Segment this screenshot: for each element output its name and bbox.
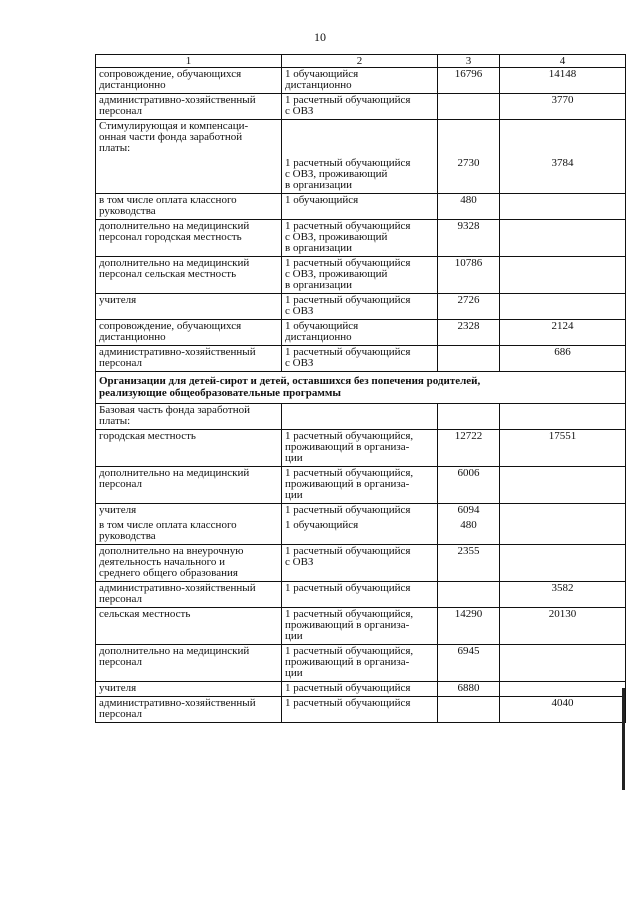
value-col4-cell bbox=[500, 467, 626, 504]
table-row bbox=[96, 545, 626, 582]
value-col3-cell bbox=[438, 320, 500, 346]
cost-item-cell bbox=[96, 645, 282, 682]
unit-cell bbox=[282, 697, 438, 723]
value-col3-text: 14290 bbox=[454, 608, 483, 620]
value-col4-text: 20130 bbox=[548, 608, 577, 620]
cost-item-text: учителя bbox=[99, 504, 137, 516]
cost-item-text: административно-хозяйственный персонал bbox=[99, 582, 256, 605]
table-row bbox=[96, 645, 626, 682]
value-col4-cell bbox=[500, 582, 626, 608]
table-row bbox=[96, 257, 626, 294]
cost-item-text: дополнительно на медицинский персонал городская местность bbox=[99, 220, 250, 243]
margin-mark bbox=[622, 688, 625, 790]
cost-item-text: административно-хозяйственный персонал bbox=[99, 697, 256, 720]
section-heading-row bbox=[96, 372, 626, 404]
page-number: 10 bbox=[314, 30, 326, 44]
value-col4-cell bbox=[500, 194, 626, 220]
value-col3-cell bbox=[438, 157, 500, 194]
value-col4-cell bbox=[500, 320, 626, 346]
cost-item-text: в том числе оплата классного руководства bbox=[99, 194, 237, 217]
cost-item-text: дополнительно на медицинский персонал bbox=[99, 467, 250, 490]
unit-cell bbox=[282, 257, 438, 294]
value-col3-text: 2355 bbox=[457, 545, 480, 557]
unit-text: 1 обучающийся bbox=[285, 194, 359, 206]
header-cell-3: 3 bbox=[438, 55, 500, 68]
cost-item-cell bbox=[96, 430, 282, 467]
unit-cell bbox=[282, 582, 438, 608]
cost-item-text: сопровождение, обучающихся дистанционно bbox=[99, 320, 242, 343]
unit-cell bbox=[282, 120, 438, 157]
cost-item-text: учителя bbox=[99, 682, 137, 694]
unit-text: 1 обучающийся bbox=[285, 519, 359, 531]
value-col3-cell bbox=[438, 94, 500, 120]
value-col4-cell bbox=[500, 697, 626, 723]
cost-item-cell bbox=[96, 120, 282, 157]
unit-text: 1 расчетный обучающийся с ОВЗ, проживающий в организации bbox=[285, 220, 411, 254]
unit-text: 1 расчетный обучающийся, проживающий в организа- ции bbox=[285, 645, 414, 679]
unit-text: 1 расчетный обучающийся с ОВЗ bbox=[285, 94, 411, 117]
value-col4-cell bbox=[500, 545, 626, 582]
value-col3-text: 480 bbox=[460, 519, 477, 531]
value-col3-cell bbox=[438, 682, 500, 697]
section-heading-text: Организации для детей-сирот и детей, оставшихся без попечения родителей, реализующие общеобразовательные программы bbox=[99, 375, 481, 399]
unit-cell bbox=[282, 294, 438, 320]
unit-text: 1 расчетный обучающийся с ОВЗ, проживающий в организации bbox=[285, 257, 411, 291]
unit-cell bbox=[282, 504, 438, 519]
cost-item-cell bbox=[96, 320, 282, 346]
value-col3-cell bbox=[438, 404, 500, 430]
unit-text: 1 расчетный обучающийся bbox=[285, 682, 411, 694]
value-col4-cell bbox=[500, 68, 626, 94]
value-col4-text: 3770 bbox=[551, 94, 574, 106]
cost-item-text: административно-хозяйственный персонал bbox=[99, 346, 256, 369]
unit-text: 1 расчетный обучающийся с ОВЗ, проживающий в организации bbox=[285, 157, 411, 191]
value-col4-cell bbox=[500, 404, 626, 430]
value-col3-text: 480 bbox=[460, 194, 477, 206]
value-col3-text: 10786 bbox=[454, 257, 483, 269]
unit-cell bbox=[282, 320, 438, 346]
cost-item-cell bbox=[96, 504, 282, 519]
value-col4-cell bbox=[500, 504, 626, 519]
value-col4-cell bbox=[500, 257, 626, 294]
cost-item-text: в том числе оплата классного руководства bbox=[99, 519, 237, 542]
unit-cell bbox=[282, 94, 438, 120]
cost-item-text: городская местность bbox=[99, 430, 196, 442]
value-col4-cell bbox=[500, 519, 626, 545]
value-col3-text: 12722 bbox=[454, 430, 483, 442]
cost-item-cell bbox=[96, 697, 282, 723]
value-col4-cell bbox=[500, 294, 626, 320]
header-cell-4: 4 bbox=[500, 55, 626, 68]
value-col3-text: 9328 bbox=[457, 220, 480, 232]
cost-item-cell bbox=[96, 467, 282, 504]
value-col3-text: 6880 bbox=[457, 682, 480, 694]
value-col3-cell bbox=[438, 346, 500, 372]
table-row bbox=[96, 430, 626, 467]
value-col4-text: 3582 bbox=[551, 582, 574, 594]
section-heading bbox=[96, 372, 626, 404]
cost-item-cell bbox=[96, 257, 282, 294]
value-col4-text: 14148 bbox=[548, 68, 577, 80]
table-row bbox=[96, 68, 626, 94]
value-col4-cell bbox=[500, 157, 626, 194]
unit-text: 1 расчетный обучающийся с ОВЗ bbox=[285, 294, 411, 317]
unit-cell bbox=[282, 430, 438, 467]
unit-cell bbox=[282, 519, 438, 545]
value-col3-cell bbox=[438, 194, 500, 220]
value-col4-text: 686 bbox=[554, 346, 571, 358]
cost-item-cell bbox=[96, 157, 282, 194]
value-col3-text: 6094 bbox=[457, 504, 480, 516]
cost-item-cell bbox=[96, 682, 282, 697]
cost-item-text: Базовая часть фонда заработной платы: bbox=[99, 404, 250, 427]
unit-text: 1 расчетный обучающийся bbox=[285, 697, 411, 709]
unit-cell bbox=[282, 346, 438, 372]
value-col3-cell bbox=[438, 220, 500, 257]
cost-item-text: дополнительно на внеурочную деятельность начального и среднего общего образования bbox=[99, 545, 244, 579]
table-row bbox=[96, 294, 626, 320]
table-row bbox=[96, 120, 626, 157]
table-body bbox=[96, 55, 626, 723]
header-cell-1: 1 bbox=[96, 55, 282, 68]
unit-text: 1 расчетный обучающийся bbox=[285, 504, 411, 516]
value-col3-text: 2726 bbox=[457, 294, 480, 306]
unit-text: 1 расчетный обучающийся, проживающий в организа- ции bbox=[285, 430, 414, 464]
cost-item-cell bbox=[96, 68, 282, 94]
unit-text: 1 расчетный обучающийся с ОВЗ bbox=[285, 346, 411, 369]
table-row bbox=[96, 582, 626, 608]
unit-cell bbox=[282, 608, 438, 645]
table-row bbox=[96, 682, 626, 697]
table-row bbox=[96, 467, 626, 504]
cost-item-cell bbox=[96, 94, 282, 120]
value-col3-text: 2730 bbox=[457, 157, 480, 169]
value-col4-cell bbox=[500, 645, 626, 682]
cost-item-cell bbox=[96, 220, 282, 257]
unit-text: 1 расчетный обучающийся bbox=[285, 582, 411, 594]
value-col3-cell bbox=[438, 645, 500, 682]
table-row bbox=[96, 220, 626, 257]
cost-item-cell bbox=[96, 194, 282, 220]
cost-item-text: Стимулирующая и компенсаци- онная части фонда заработной платы: bbox=[99, 120, 249, 154]
unit-cell bbox=[282, 220, 438, 257]
cost-item-cell bbox=[96, 545, 282, 582]
value-col3-cell bbox=[438, 120, 500, 157]
value-col4-cell bbox=[500, 220, 626, 257]
cost-item-text: учителя bbox=[99, 294, 137, 306]
value-col3-cell bbox=[438, 257, 500, 294]
table-row bbox=[96, 519, 626, 545]
unit-cell bbox=[282, 157, 438, 194]
table-row bbox=[96, 320, 626, 346]
unit-text: 1 расчетный обучающийся, проживающий в организа- ции bbox=[285, 608, 414, 642]
header-cell-2: 2 bbox=[282, 55, 438, 68]
funding-table bbox=[95, 54, 626, 723]
value-col3-cell bbox=[438, 467, 500, 504]
value-col4-text: 4040 bbox=[551, 697, 574, 709]
value-col3-cell bbox=[438, 582, 500, 608]
value-col4-text: 2124 bbox=[551, 320, 574, 332]
unit-cell bbox=[282, 404, 438, 430]
value-col4-cell bbox=[500, 430, 626, 467]
value-col3-text: 2328 bbox=[457, 320, 480, 332]
table-header-row bbox=[96, 55, 626, 68]
value-col3-cell bbox=[438, 68, 500, 94]
value-col3-cell bbox=[438, 545, 500, 582]
unit-cell bbox=[282, 545, 438, 582]
value-col3-cell bbox=[438, 608, 500, 645]
table-row bbox=[96, 194, 626, 220]
table-row bbox=[96, 504, 626, 519]
table-row bbox=[96, 157, 626, 194]
value-col3-cell bbox=[438, 430, 500, 467]
cost-item-cell bbox=[96, 582, 282, 608]
unit-text: 1 расчетный обучающийся с ОВЗ bbox=[285, 545, 411, 568]
value-col4-text: 17551 bbox=[548, 430, 577, 442]
unit-cell bbox=[282, 467, 438, 504]
value-col3-text: 6945 bbox=[457, 645, 480, 657]
value-col3-cell bbox=[438, 294, 500, 320]
unit-cell bbox=[282, 194, 438, 220]
unit-cell bbox=[282, 682, 438, 697]
value-col3-text: 6006 bbox=[457, 467, 480, 479]
cost-item-cell bbox=[96, 294, 282, 320]
table-row bbox=[96, 608, 626, 645]
value-col4-cell bbox=[500, 120, 626, 157]
cost-item-cell bbox=[96, 608, 282, 645]
table-row bbox=[96, 94, 626, 120]
value-col3-cell bbox=[438, 519, 500, 545]
cost-item-text: дополнительно на медицинский персонал bbox=[99, 645, 250, 668]
cost-item-text: дополнительно на медицинский персонал сельская местность bbox=[99, 257, 250, 280]
cost-item-cell bbox=[96, 404, 282, 430]
value-col3-cell bbox=[438, 504, 500, 519]
table-row bbox=[96, 346, 626, 372]
unit-cell bbox=[282, 645, 438, 682]
value-col4-cell bbox=[500, 94, 626, 120]
value-col3-cell bbox=[438, 697, 500, 723]
unit-cell bbox=[282, 68, 438, 94]
cost-item-text: сельская местность bbox=[99, 608, 191, 620]
value-col4-cell bbox=[500, 682, 626, 697]
unit-text: 1 расчетный обучающийся, проживающий в организа- ции bbox=[285, 467, 414, 501]
cost-item-text: сопровождение, обучающихся дистанционно bbox=[99, 68, 242, 91]
value-col3-text: 16796 bbox=[454, 68, 483, 80]
value-col4-cell bbox=[500, 346, 626, 372]
table-row bbox=[96, 404, 626, 430]
cost-item-cell bbox=[96, 346, 282, 372]
table-row bbox=[96, 697, 626, 723]
cost-item-cell bbox=[96, 519, 282, 545]
cost-item-text: административно-хозяйственный персонал bbox=[99, 94, 256, 117]
unit-text: 1 обучающийся дистанционно bbox=[285, 320, 359, 343]
value-col4-cell bbox=[500, 608, 626, 645]
unit-text: 1 обучающийся дистанционно bbox=[285, 68, 359, 91]
value-col4-text: 3784 bbox=[551, 157, 574, 169]
